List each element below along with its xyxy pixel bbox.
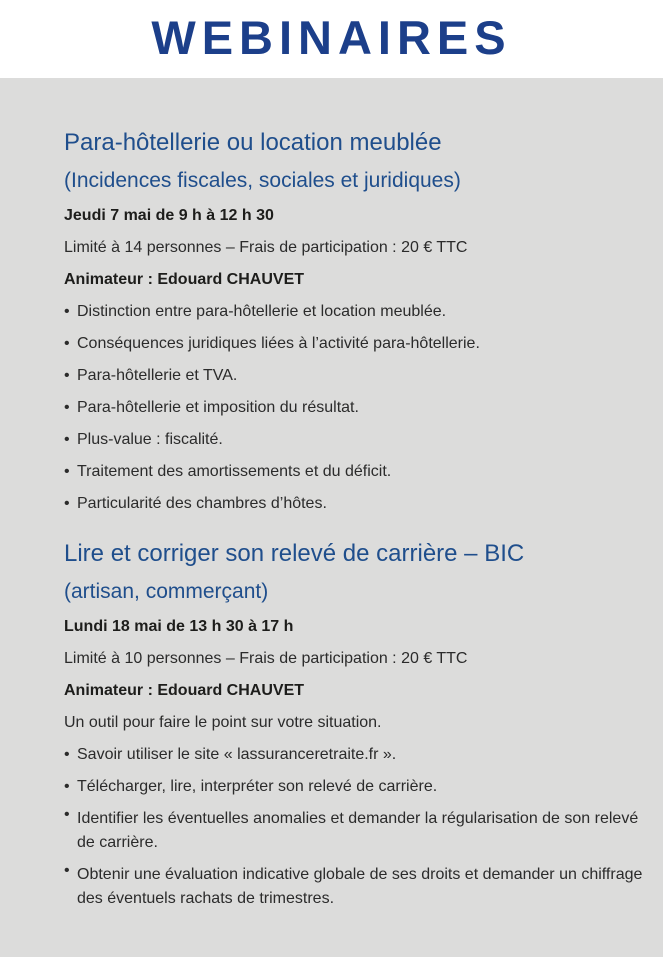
webinar-intro: Un outil pour faire le point sur votre situation.: [64, 714, 382, 731]
list-item-text: Traitement des amortissements et du déficit.: [77, 463, 392, 480]
webinar-bullet-list: [64, 296, 649, 520]
list-item-text: Conséquences juridiques liées à l’activité para-hôtellerie.: [77, 335, 480, 352]
list-item-text: Particularité des chambres d’hôtes.: [77, 495, 327, 512]
webinar-date: Jeudi 7 mai de 9 h à 12 h 30: [64, 207, 274, 224]
page-title: WEBINAIRES: [151, 11, 512, 64]
webinar-animateur: Animateur : Edouard CHAUVET: [64, 682, 305, 699]
webinar-date: Lundi 18 mai de 13 h 30 à 17 h: [64, 618, 294, 635]
list-item: [64, 739, 649, 771]
bullet-icon: •: [64, 495, 70, 512]
webinar-title: Lire et corriger son relevé de carrière – BIC: [64, 540, 525, 567]
webinar-section-2: [64, 535, 649, 915]
list-item: [64, 859, 649, 915]
bullet-icon: •: [64, 806, 70, 823]
list-item: [64, 392, 649, 424]
list-item: [64, 803, 649, 859]
list-item: [64, 296, 649, 328]
list-item: [64, 424, 649, 456]
list-item-text: Distinction entre para-hôtellerie et location meublée.: [77, 303, 447, 320]
bullet-icon: •: [64, 367, 70, 384]
list-item-text: Para-hôtellerie et TVA.: [77, 367, 238, 384]
bullet-icon: •: [64, 431, 70, 448]
list-item-text: Télécharger, lire, interpréter son relevé de carrière.: [77, 778, 438, 795]
webinar-info: Limité à 14 personnes – Frais de participation : 20 € TTC: [64, 239, 468, 256]
bullet-icon: •: [64, 862, 70, 879]
webinar-title: Para-hôtellerie ou location meublée: [64, 129, 442, 156]
webinar-subtitle: (artisan, commerçant): [64, 580, 269, 603]
webinar-section-1: [64, 124, 649, 520]
bullet-icon: •: [64, 778, 70, 795]
webinar-animateur: Animateur : Edouard CHAUVET: [64, 271, 305, 288]
bullet-icon: •: [64, 335, 70, 352]
webinar-bullet-list: [64, 739, 649, 915]
list-item: [64, 456, 649, 488]
list-item-text: Identifier les éventuelles anomalies et demander la régularisation de son relevé de carrière.: [77, 810, 639, 851]
list-item: [64, 488, 649, 520]
list-item-text: Para-hôtellerie et imposition du résultat.: [77, 399, 359, 416]
list-item-text: Plus-value : fiscalité.: [77, 431, 223, 448]
header: [0, 0, 663, 78]
list-item-text: Savoir utiliser le site « lassuranceretraite.fr ».: [77, 746, 397, 763]
bullet-icon: •: [64, 303, 70, 320]
webinar-subtitle: (Incidences fiscales, sociales et juridiques): [64, 169, 461, 192]
list-item: [64, 328, 649, 360]
bullet-icon: •: [64, 746, 70, 763]
list-item-text: Obtenir une évaluation indicative globale de ses droits et demander un chiffrage des éventuels rachats de trimestres.: [77, 866, 643, 907]
bullet-icon: •: [64, 399, 70, 416]
list-item: [64, 771, 649, 803]
list-item: [64, 360, 649, 392]
bullet-icon: •: [64, 463, 70, 480]
webinar-info: Limité à 10 personnes – Frais de participation : 20 € TTC: [64, 650, 468, 667]
